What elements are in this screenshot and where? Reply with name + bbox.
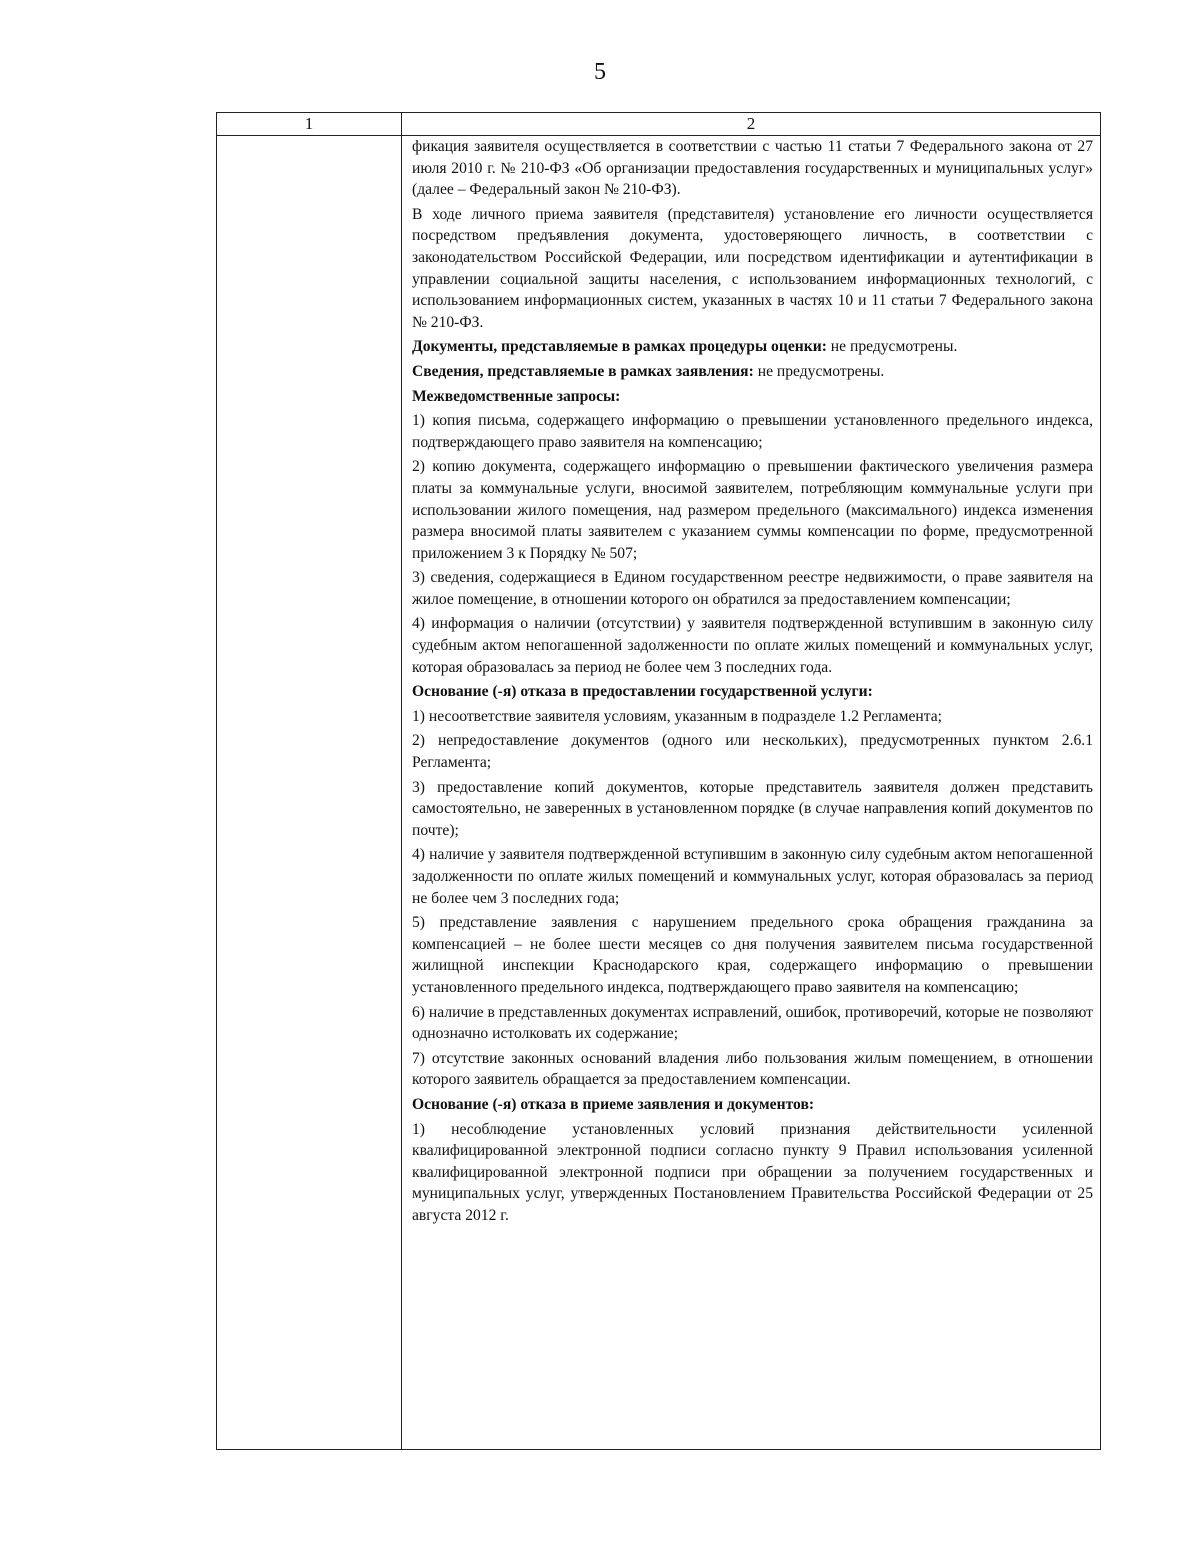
paragraph bbox=[412, 912, 1093, 998]
paragraph bbox=[412, 361, 1093, 383]
paragraph-text: 2) копию документа, содержащего информацию о превышении фактического увеличения размера платы за коммунальные услуги, вносимой заявителем, потребляющим коммунальные услуги при использовании жилого помещения, над размером предельного (максимального) индекса изменения размера вносимой платы заявителем с указанием суммы компенсации по форме, предусмотренной приложением 3 к Порядку № 507; bbox=[412, 458, 1093, 562]
paragraph bbox=[412, 204, 1093, 334]
paragraph bbox=[412, 336, 1093, 358]
column-header-2: 2 bbox=[402, 113, 1101, 136]
table-header-row bbox=[217, 113, 1101, 136]
paragraph-text: 5) представление заявления с нарушением предельного срока обращения гражданина за компенсацией – не более шести месяцев со дня получения заявителем письма государственной жилищной инспекции Краснодарского края, содержащего информацию о превышении установленного предельного индекса, подтверждающего право заявителя на компенсацию; bbox=[412, 914, 1093, 996]
paragraph-text: 1) несоблюдение установленных условий признания действительности усиленной квалифицированной электронной подписи согласно пункту 9 Правил использования усиленной квалифицированной электронной подписи при обращении за получением государственных и муниципальных услуг, утвержденных Постановлением Правительства Российской Федерации от 25 августа 2012 г. bbox=[412, 1120, 1093, 1224]
empty-cell bbox=[217, 136, 402, 1450]
paragraph-text: 1) несоответствие заявителя условиям, указанным в подразделе 1.2 Регламента; bbox=[412, 707, 943, 725]
paragraph-text: 2) непредоставление документов (одного или нескольких), предусмотренных пунктом 2.6.1 Регламента; bbox=[412, 732, 1093, 772]
section-label: Сведения, представляемые в рамках заявления: bbox=[412, 362, 754, 380]
section-label: Документы, представляемые в рамках процедуры оценки: bbox=[412, 338, 827, 356]
table-content-row bbox=[217, 136, 1101, 1450]
document-table bbox=[216, 112, 1101, 1450]
section-label: Основание (-я) отказа в приеме заявления и документов: bbox=[412, 1095, 815, 1113]
section-label: Межведомственные запросы: bbox=[412, 387, 621, 405]
paragraph bbox=[412, 456, 1093, 564]
paragraph-text: 3) сведения, содержащиеся в Едином государственном реестре недвижимости, о праве заявителя на жилое помещение, в отношении которого он обратился за предоставлением компенсации; bbox=[412, 569, 1093, 608]
section-label: Основание (-я) отказа в предоставлении государственной услуги: bbox=[412, 683, 873, 701]
paragraph-text: 4) информация о наличии (отсутствии) у заявителя подтвержденной вступившим в законную силу судебным актом непогашенной задолженности по оплате жилых помещений и коммунальных услуг, которая образовалась за период не более чем 3 последних года. bbox=[412, 615, 1093, 676]
paragraph-text: не предусмотрены. bbox=[826, 338, 958, 356]
paragraph-text: 6) наличие в представленных документах исправлений, ошибок, противоречий, которые не позволяют однозначно истолковать их содержание; bbox=[412, 1003, 1093, 1043]
paragraph-text: не предусмотрены. bbox=[753, 362, 885, 380]
paragraph bbox=[412, 136, 1093, 201]
paragraph bbox=[412, 410, 1093, 453]
paragraph-text: 7) отсутствие законных оснований владения либо пользования жилым помещением, в отношении которого заявитель обращается за предоставлением компенсации. bbox=[412, 1049, 1093, 1089]
paragraph bbox=[412, 777, 1093, 842]
content-cell bbox=[402, 136, 1101, 1450]
paragraph bbox=[412, 1094, 1093, 1116]
paragraph bbox=[412, 681, 1093, 703]
paragraph bbox=[412, 386, 1093, 408]
column-header-1: 1 bbox=[217, 113, 402, 136]
paragraph bbox=[412, 567, 1093, 610]
paragraph bbox=[412, 730, 1093, 773]
paragraph bbox=[412, 1119, 1093, 1227]
paragraph bbox=[412, 1002, 1093, 1045]
paragraph bbox=[412, 1048, 1093, 1091]
paragraph bbox=[412, 844, 1093, 909]
paragraph bbox=[412, 706, 1093, 728]
paragraph-text: фикация заявителя осуществляется в соответствии с частью 11 статьи 7 Федерального закона от 27 июля 2010 г. № 210-ФЗ «Об организации предоставления государственных и муниципальных услуг» (далее – Федеральный закон № 210-ФЗ). bbox=[412, 138, 1093, 199]
page-number: 5 bbox=[594, 59, 606, 85]
paragraph-text: 4) наличие у заявителя подтвержденной вступившим в законную силу судебным актом непогашенной задолженности по оплате жилых помещений и коммунальных услуг, которая образовалась за период не более чем 3 последних года; bbox=[412, 846, 1093, 907]
paragraph-text: 3) предоставление копий документов, которые представитель заявителя должен представить самостоятельно, не заверенных в установленном порядке (в случае направления копий документов по почте); bbox=[412, 778, 1093, 839]
paragraph bbox=[412, 613, 1093, 678]
paragraph-text: В ходе личного приема заявителя (представителя) установление его личности осуществляется посредством предъявления документа, удостоверяющего личность, в соответствии с законодательством Российской Федерации, или посредством идентификации и аутентификации в управлении социальной защиты населения, с использованием информационных технологий, с использованием информационных систем, указанных в частях 10 и 11 статьи 7 Федерального закона № 210-ФЗ. bbox=[412, 205, 1093, 331]
paragraph-text: 1) копия письма, содержащего информацию о превышении установленного предельного индекса, подтверждающего право заявителя на компенсацию; bbox=[412, 412, 1093, 451]
